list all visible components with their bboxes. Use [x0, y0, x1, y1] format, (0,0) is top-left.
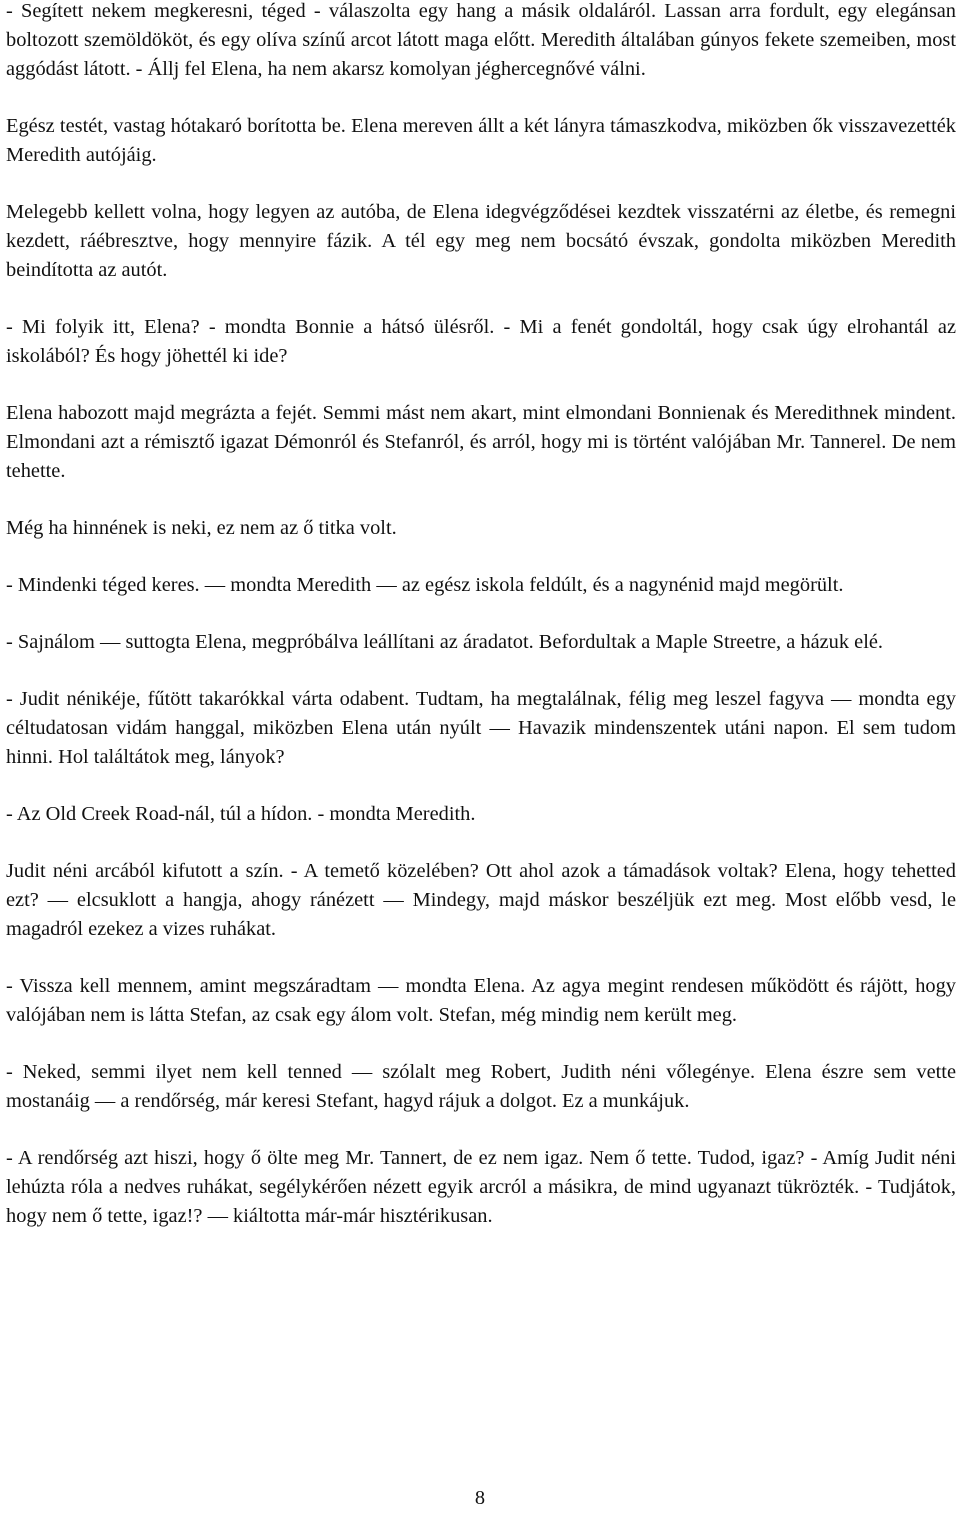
paragraph-9: - Judit nénikéje, fűtött takarókkal várta odabent. Tudtam, ha megtalálnak, félig meg leszel fagyva ― mondta egy céltudatosan vidám hanggal, miközben Elena után nyúlt ― Havazik mindenszentek utáni napon. El sem tudom hinni. Hol találtátok meg, lányok?	[6, 688, 956, 768]
paragraph-14: - A rendőrség azt hiszi, hogy ő ölte meg Mr. Tannert, de ez nem igaz. Nem ő tette. Tudod, igaz? - Amíg Judit néni lehúzta róla a nedves ruhákat, segélykérően nézett egyik arcról a másikra, de mind ugyanazt tükrözték. - Tudjátok, hogy nem ő tette, igaz!? ― kiáltotta már-már hisztérikusan.	[6, 1147, 956, 1227]
paragraph-7: - Mindenki téged keres. ― mondta Meredith ― az egész iskola feldúlt, és a nagynénid majd megörült.	[6, 574, 844, 596]
paragraph-13: - Neked, semmi ilyet nem kell tenned ― szólalt meg Robert, Judith néni vőlegénye. Elena észre sem vette mostanáig ― a rendőrség, már keresi Stefant, hagyd rájuk a dolgot. Ez a munkájuk.	[6, 1061, 956, 1112]
page-number: 8	[474, 1487, 486, 1509]
paragraph-10: - Az Old Creek Road-nál, túl a hídon. - mondta Meredith.	[6, 803, 476, 825]
paragraph-3: Melegebb kellett volna, hogy legyen az autóba, de Elena idegvégződései kezdtek visszatérni az életbe, és remegni kezdett, ráébresztve, hogy mennyire fázik. A tél egy meg nem bocsátó évszak, gondolta miközben Meredith beindította az autót.	[6, 201, 956, 281]
paragraph-6: Még ha hinnének is neki, ez nem az ő titka volt.	[6, 517, 397, 539]
body-text	[6, 0, 956, 1259]
paragraph-5: Elena habozott majd megrázta a fejét. Semmi mást nem akart, mint elmondani Bonnienak és Meredithnek mindent. Elmondani azt a rémisztő igazat Démonról és Stefanról, és arról, hogy mi is történt valójában Mr. Tannerel. De nem tehette.	[6, 402, 956, 482]
paragraph-1: - Segített nekem megkeresni, téged - válaszolta egy hang a másik oldaláról. Lassan arra fordult, egy elegánsan boltozott szemöldököt, és egy olíva színű arcot látott maga előtt. Meredith általában gúnyos fekete szemeiben, most aggódást látott. - Állj fel Elena, ha nem akarsz komolyan jéghercegnővé válni.	[6, 0, 956, 80]
paragraph-4: - Mi folyik itt, Elena? - mondta Bonnie a hátsó ülésről. - Mi a fenét gondoltál, hogy csak úgy elrohantál az iskolából? És hogy jöhettél ki ide?	[6, 316, 956, 367]
paragraph-8: - Sajnálom ― suttogta Elena, megpróbálva leállítani az áradatot. Befordultak a Maple Streetre, a házuk elé.	[6, 631, 884, 653]
paragraph-12: - Vissza kell mennem, amint megszáradtam ― mondta Elena. Az agya megint rendesen működött és rájött, hogy valójában nem is látta Stefan, az csak egy álom volt. Stefan, még mindig nem került meg.	[6, 975, 956, 1026]
paragraph-2: Egész testét, vastag hótakaró borította be. Elena mereven állt a két lányra támaszkodva, miközben ők visszavezették Meredith autójáig.	[6, 115, 956, 166]
paragraph-11: Judit néni arcából kifutott a szín. - A temető közelében? Ott ahol azok a támadások voltak? Elena, hogy tehetted ezt? ― elcsuklott a hangja, ahogy ránézett ― Mindegy, majd máskor beszéljük ezt meg. Most előbb vesd, le magadról ezekez a vizes ruhákat.	[6, 860, 956, 940]
